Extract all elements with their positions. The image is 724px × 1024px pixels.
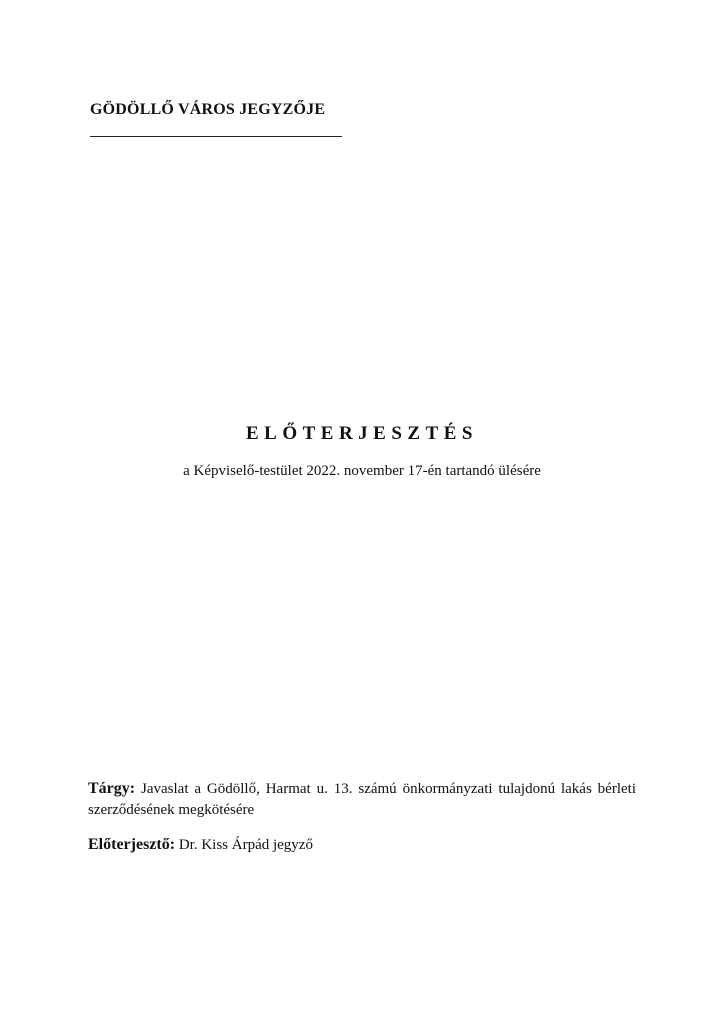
- presenter-name: Dr. Kiss Árpád jegyző: [178, 837, 313, 853]
- subject-label: Tárgy:: [88, 780, 136, 797]
- document-subtitle: a Képviselő-testület 2022. november 17-én tartandó ülésére: [183, 463, 541, 479]
- presenter-block: [88, 836, 313, 854]
- subject-text: Javaslat a Gödöllő, Harmat u. 13. számú önkormányzati tulajdonú lakás bérleti szerződésének megkötésére: [88, 781, 636, 818]
- document-title: ELŐTERJESZTÉS: [245, 423, 479, 444]
- presenter-label: Előterjesztő:: [88, 836, 176, 853]
- subject-block: [88, 778, 636, 821]
- issuer-underline: [90, 136, 342, 137]
- issuer-heading: GÖDÖLLŐ VÁROS JEGYZŐJE: [90, 101, 326, 118]
